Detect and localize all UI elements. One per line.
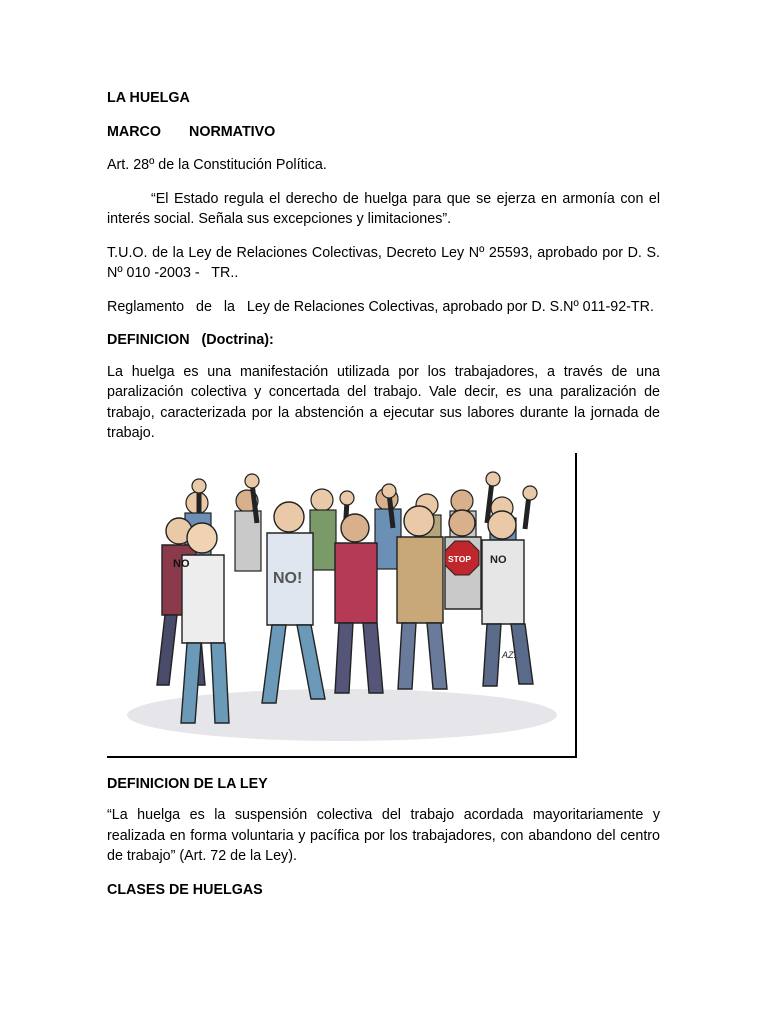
section-heading-clases-huelgas: CLASES DE HUELGAS bbox=[107, 881, 263, 898]
document-page bbox=[107, 88, 668, 900]
sign-no-right: NO bbox=[490, 553, 507, 566]
strike-cartoon-svg bbox=[107, 453, 577, 758]
paragraph-tuo: T.U.O. de la Ley de Relaciones Colectivas, Decreto Ley Nº 25593, aprobado por D. S. Nº 010 -2003 - TR.. bbox=[107, 244, 668, 281]
section-heading-marco-normativo bbox=[107, 122, 660, 143]
artist-signature: AZ. bbox=[502, 649, 517, 660]
sign-stop: STOP bbox=[448, 553, 471, 564]
sign-no-center: NO! bbox=[273, 569, 303, 587]
paragraph-art-28: Art. 28º de la Constitución Política. bbox=[107, 157, 327, 173]
paragraph-doctrina: La huelga es una manifestación utilizada por los trabajadores, a través de una paralización colectiva y concertada del trabajo. Vale decir, es una paralización de trabajo, caracterizada por la abstención a ejecutar sus labores durante la jornada de trabajo. bbox=[107, 363, 660, 441]
document-title: LA HUELGA bbox=[107, 90, 190, 106]
section-heading-definicion-ley: DEFINICION DE LA LEY bbox=[107, 775, 268, 792]
paragraph-constitution-quote: “El Estado regula el derecho de huelga para que se ejerza en armonía con el interés social. Señala sus excepciones y limitaciones”. bbox=[107, 190, 660, 227]
strike-illustration bbox=[107, 453, 577, 758]
heading-word-marco: MARCO bbox=[107, 123, 162, 140]
sign-no-left: NO bbox=[173, 557, 190, 570]
crowd-front-row bbox=[157, 502, 533, 723]
heading-word-normativo: NORMATIVO bbox=[189, 123, 276, 140]
section-heading-definicion-doctrina: DEFINICION (Doctrina): bbox=[107, 332, 274, 348]
paragraph-reglamento: Reglamento de la Ley de Relaciones Colectivas, aprobado por D. S.Nº 011-92-TR. bbox=[107, 298, 654, 315]
paragraph-ley: “La huelga es la suspensión colectiva del trabajo acordada mayoritariamente y realizada en forma voluntaria y pacífica por los trabajadores, con abandono del centro de trabajo” (Art. 72 de la Ley). bbox=[107, 807, 660, 864]
